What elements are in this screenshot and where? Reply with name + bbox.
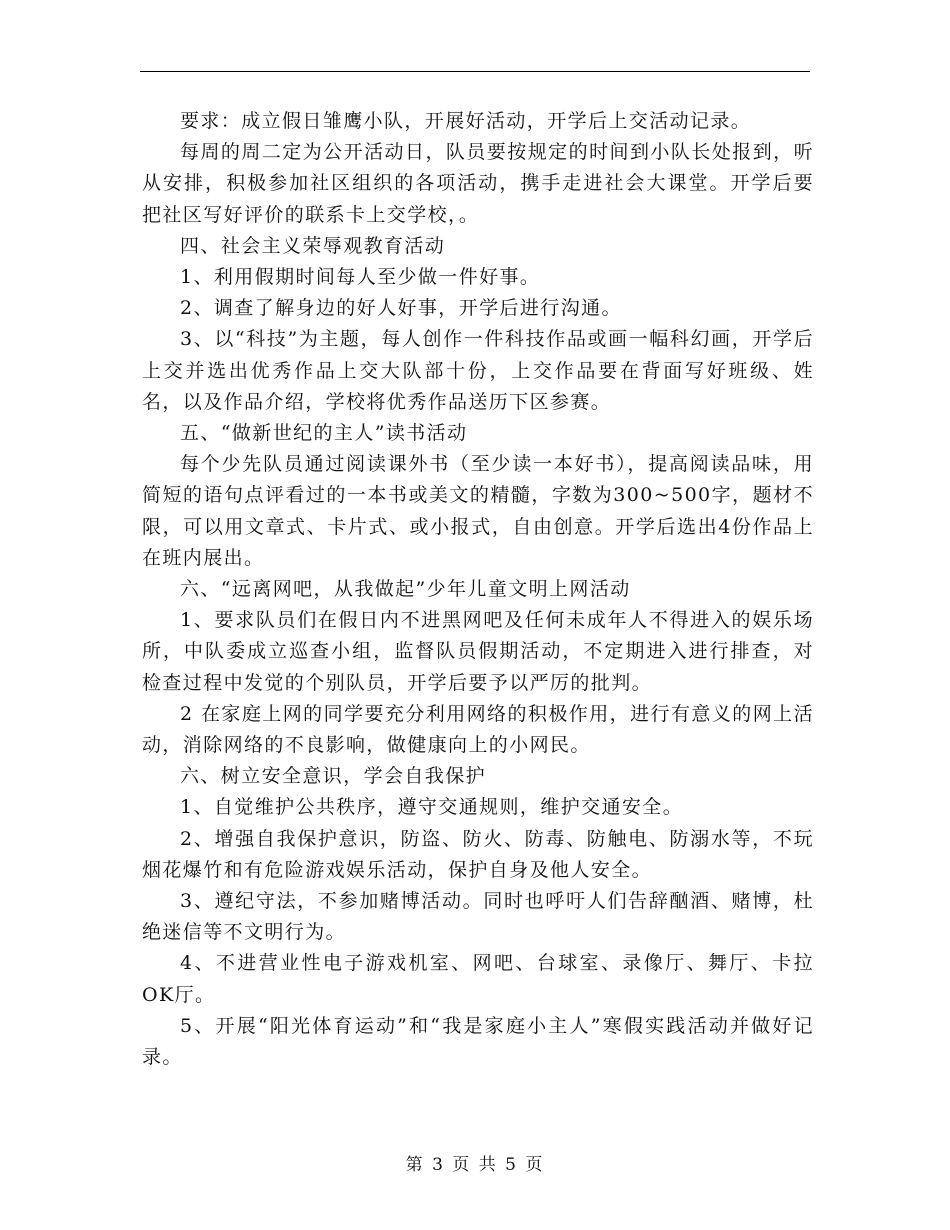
- header-rule: [140, 71, 810, 72]
- paragraph: 每个少先队员通过阅读课外书（至少读一本好书），提高阅读品味，用简短的语句点评看过的一本书或美文的精髓，字数为300~500字，题材不限，可以用文章式、卡片式、或小报式，自由创意。开学后选出4份作品上在班内展出。: [142, 453, 814, 569]
- section-heading: 四、社会主义荣辱观教育活动: [180, 234, 446, 257]
- paragraph: 每周的周二定为公开活动日，队员要按规定的时间到小队长处报到，听从安排，积极参加社区组织的各项活动，携手走进社会大课堂。开学后要把社区写好评价的联系卡上交学校，。: [142, 141, 814, 226]
- paragraph: 要求：成立假日雏鹰小队，开展好活动，开学后上交活动记录。: [180, 110, 752, 132]
- list-item: 3、遵纪守法，不参加赌博活动。同时也呼吁人们告辞酗酒、赌博，杜绝迷信等不文明行为。: [142, 890, 814, 944]
- list-item: 4、不进营业性电子游戏机室、网吧、台球室、录像厅、舞厅、卡拉OK厅。: [142, 952, 814, 1006]
- list-item: 3、以“科技”为主题，每人创作一件科技作品或画一幅科幻画，开学后上交并选出优秀作品上交大队部十份，上交作品要在背面写好班级、姓名，以及作品介绍，学校将优秀作品送历下区参赛。: [142, 328, 814, 413]
- section-heading: 五、“做新世纪的主人”读书活动: [180, 422, 468, 445]
- list-item: 2、调查了解身边的好人好事，开学后进行沟通。: [180, 297, 622, 320]
- list-item: 5、开展“阳光体育运动”和“我是家庭小主人”寒假实践活动并做好记录。: [142, 1014, 814, 1069]
- section-heading: 六、“远离网吧，从我做起”少年儿童文明上网活动: [180, 578, 631, 601]
- list-item: 2、增强自我保护意识，防盗、防火、防毒、防触电、防溺水等，不玩烟花爆竹和有危险游戏娱乐活动，保护自身及他人安全。: [142, 827, 814, 881]
- list-item: 1、利用假期时间每人至少做一件好事。: [180, 266, 541, 289]
- list-item: 1、要求队员们在假日内不进黑网吧及任何未成年人不得进入的娱乐场所，中队委成立巡查小组，监督队员假期活动，不定期进入进行排查，对检查过程中发觉的个别队员，开学后要予以严厉的批判。: [142, 609, 814, 694]
- list-item: 2 在家庭上网的同学要充分利用网络的积极作用，进行有意义的网上活动，消除网络的不良影响，做健康向上的小网民。: [142, 702, 814, 757]
- document-body: [142, 106, 814, 1073]
- page-number: 第 3 页 共 5 页: [405, 1155, 545, 1175]
- section-heading: 六、树立安全意识，学会自我保护: [180, 765, 487, 788]
- list-item: 1、自觉维护公共秩序，遵守交通规则，维护交通安全。: [180, 796, 684, 819]
